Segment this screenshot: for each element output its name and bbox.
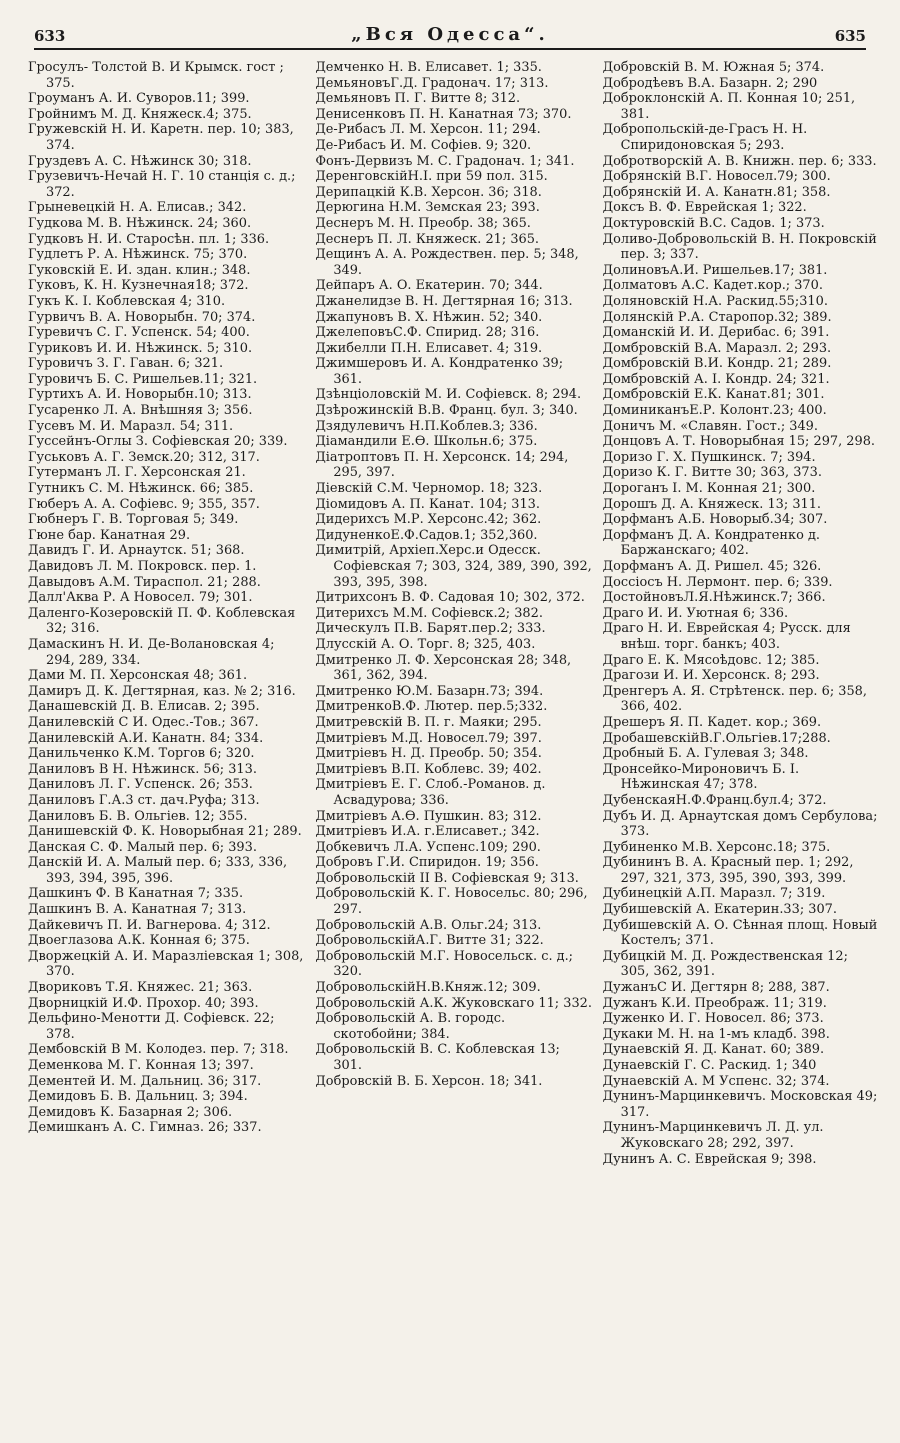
directory-entry: ДобровольскійА.Г. Витте 31; 322. — [315, 933, 544, 949]
directory-entry: Добровольскій М.Г. Новосельск. с. д.; 320. — [315, 948, 574, 980]
directory-entry: Дороганъ I. М. Конная 21; 300. — [602, 481, 816, 497]
directory-entry: Дейпаръ А. О. Екатерин. 70; 344. — [315, 278, 543, 294]
directory-entry: Дунинъ-Марцинкевичъ Л. Д. ул. Жуковскаго 28; 292, 397. — [602, 1120, 824, 1151]
directory-entry: Денисенковъ П. Н. Канатная 73; 370. — [315, 106, 572, 122]
directory-entry: Гуровичъ З. Г. Гаван. 6; 321. — [28, 356, 224, 372]
directory-entry: ДужанъС И. Дегтярн 8; 288, 387. — [602, 980, 830, 996]
left-page-number: 633 — [34, 27, 66, 45]
directory-entry: Добкевичъ Л.А. Успенс.109; 290. — [315, 839, 541, 855]
directory-entry: Давидовъ Л. М. Покровск. пер. 1. — [28, 559, 257, 574]
directory-entry: ДробашевскійВ.Г.Ольгіев.17;288. — [602, 730, 831, 746]
directory-entry: Донцовъ А. Т. Новорыбная 15; 297, 298. — [602, 434, 875, 450]
directory-entry: Гуковъ, К. Н. Кузнечная18; 372. — [28, 278, 249, 294]
directory-entry: Доризо Г. Х. Пушкинск. 7; 394. — [602, 449, 816, 465]
directory-entry: Дунаевскій А. М Успенс. 32; 374. — [602, 1073, 830, 1089]
directory-entry: Добровольскій В. С. Коблевская 13; 301. — [315, 1042, 560, 1073]
column-2 — [315, 60, 592, 1423]
directory-entry: Дорошъ Д. А. Княжеск. 13; 311. — [602, 496, 822, 512]
directory-entry: Демченко Н. В. Елисавет. 1; 335. — [315, 60, 542, 75]
directory-entry: Доманскій И. И. Дерибас. 6; 391. — [602, 325, 830, 341]
directory-entry: Дитерихсъ М.М. Софіевск.2; 382. — [315, 605, 543, 621]
directory-entry: Грыневецкій Н. А. Елисав.; 342. — [28, 200, 247, 216]
directory-entry: Гружевскій Н. И. Каретн. пер. 10; 383, 374. — [28, 122, 294, 153]
directory-entry: Добродѣевъ В.А. Базарн. 2; 290 — [602, 75, 818, 91]
directory-entry: Добровольскій А. В. городс. скотобойни; 384. — [315, 1011, 506, 1042]
directory-entry: Дворжецкій А. И. Маразліевская 1; 308, 370. — [28, 948, 304, 980]
directory-entry: Добровольскій II В. Софіевская 9; 313. — [315, 870, 579, 886]
directory-entry: ДолиновъА.И. Ришельев.17; 381. — [602, 262, 828, 278]
directory-entry: Добротворскій А. В. Книжн. пер. 6; 333. — [602, 153, 877, 169]
page-header — [34, 14, 866, 50]
directory-entry: Джапуновъ В. Х. Нѣжин. 52; 340. — [315, 309, 543, 325]
directory-entry: Дужанъ К.И. Преображ. 11; 319. — [602, 995, 827, 1011]
directory-entry: Дементей И. М. Дальниц. 36; 317. — [28, 1073, 262, 1089]
directory-entry: Дорфманъ А. Д. Ришел. 45; 326. — [602, 559, 822, 574]
directory-entry: Домбровскій Е.К. Канат.81; 301. — [602, 387, 825, 403]
directory-entry: Дубишевскій А. О. Сѣнная площ. Новый Костелъ; 371. — [602, 917, 878, 949]
directory-entry: Доляновскій Н.А. Раскид.55;310. — [602, 293, 828, 309]
directory-entry: ДжелеповъС.Ф. Спирид. 28; 316. — [315, 325, 540, 341]
directory-entry: Драго Н. И. Еврейская 4; Русск. для внѣш. торг. банкъ; 403. — [602, 621, 851, 652]
directory-entry: Гюбнеръ Г. В. Торговая 5; 349. — [28, 512, 239, 528]
directory-entry: Дзѣнціоловскій М. И. Софіевск. 8; 294. — [315, 387, 582, 403]
directory-entry: Дубининъ В. А. Красный пер. 1; 292, 297, 321, 373, 395, 390, 393, 399. — [602, 855, 854, 886]
directory-entry: Добровскій В. Б. Херсон. 18; 341. — [315, 1073, 543, 1089]
directory-entry: Дашкинъ Ф. В Канатная 7; 335. — [28, 886, 244, 902]
column-3 — [603, 60, 880, 1423]
directory-entry: Добровъ Г.И. Спиридон. 19; 356. — [315, 855, 539, 871]
directory-entry: Дубишевскій А. Екатерин.33; 307. — [602, 902, 837, 918]
directory-entry: ДмитренкоВ.Ф. Лютер. пер.5;332. — [315, 699, 548, 715]
directory-entry: Демишканъ А. С. Гимназ. 26; 337. — [28, 1120, 262, 1136]
directory-entry: Дворницкій И.Ф. Прохор. 40; 393. — [28, 995, 259, 1011]
directory-entry: Деснеръ М. Н. Преобр. 38; 365. — [315, 215, 531, 231]
directory-entry: ДобровольскійН.В.Княж.12; 309. — [315, 980, 541, 996]
directory-entry: Гройнимъ М. Д. Княжеск.4; 375. — [28, 106, 252, 122]
directory-entry: Дунинъ-Марцинкевичъ. Московская 49; 317. — [602, 1089, 878, 1120]
directory-entry: Длусскій А. О. Торг. 8; 325, 403. — [315, 636, 536, 652]
directory-entry: Дельфино-Менотти Д. Софіевск. 22; 378. — [28, 1011, 275, 1042]
directory-entry: Даниловъ В Н. Нѣжинск. 56; 313. — [28, 761, 257, 777]
directory-entry: Діамандили Е.Ѳ. Школьн.6; 375. — [315, 434, 538, 450]
directory-entry: Дмитріевъ В.П. Коблевс. 39; 402. — [315, 761, 542, 777]
directory-entry: Давидъ Г. И. Арнаутск. 51; 368. — [28, 543, 245, 559]
directory-entry: Домбровскій А. I. Кондр. 24; 321. — [602, 371, 830, 387]
directory-entry: Дрешеръ Я. П. Кадет. кор.; 369. — [602, 714, 822, 730]
directory-entry: Гуковскій Е. И. здан. клин.; 348. — [28, 262, 251, 278]
directory-entry: ДубенскаяН.Ф.Франц.бул.4; 372. — [602, 792, 827, 808]
directory-entry: Данильченко К.М. Торгов 6; 320. — [28, 746, 255, 762]
directory-entry: Гросулъ- Толстой В. И Крымск. гост ; 375. — [28, 60, 284, 91]
directory-entry: Данашевскій Д. В. Елисав. 2; 395. — [28, 699, 260, 715]
directory-entry: Гуссейнъ-Оглы З. Софіевская 20; 339. — [28, 434, 288, 450]
directory-entry: Фонъ-Дервизъ М. С. Градонач. 1; 341. — [315, 153, 575, 169]
directory-entry: Гроуманъ А. И. Суворов.11; 399. — [28, 91, 250, 107]
directory-entry: Добровскій В. М. Южная 5; 374. — [602, 60, 825, 75]
directory-entry: Драго Е. К. Мясоѣдовс. 12; 385. — [602, 652, 820, 668]
directory-entry: Дробный Б. А. Гулевая 3; 348. — [602, 746, 809, 762]
directory-entry: Дембовскій В М. Колодез. пер. 7; 318. — [28, 1042, 289, 1058]
directory-entry: Гудкова М. В. Нѣжинск. 24; 360. — [28, 215, 252, 231]
directory-entry: Дическулъ П.В. Барят.пер.2; 333. — [315, 621, 546, 637]
directory-entry: Данилевскій А.И. Канатн. 84; 334. — [28, 730, 264, 746]
directory-entry: Груздевъ А. С. Нѣжинск 30; 318. — [28, 153, 252, 169]
directory-entry: Дашкинъ В. А. Канатная 7; 313. — [28, 902, 247, 918]
directory-entry: Демидовъ К. Базарная 2; 306. — [28, 1104, 233, 1120]
directory-entry: Домбровскій В.И. Кондр. 21; 289. — [602, 356, 832, 372]
directory-entry: Долматовъ А.С. Кадет.кор.; 370. — [602, 278, 823, 294]
directory-entry: Гуртихъ А. И. Новорыбн.10; 313. — [28, 387, 252, 403]
directory-entry: Доктуровскій В.С. Садов. 1; 373. — [602, 215, 825, 231]
directory-entry: Діатроптовъ П. Н. Херсонск. 14; 294, 295, 397. — [315, 449, 569, 481]
directory-entry: Доксъ В. Ф. Еврейская 1; 322. — [602, 200, 807, 216]
directory-entry: Двоеглазова А.К. Конная 6; 375. — [28, 933, 250, 949]
directory-entry: Джибелли П.Н. Елисавет. 4; 319. — [315, 340, 543, 356]
directory-entry: Дунаевскій Г. С. Раскид. 1; 340 — [602, 1058, 817, 1073]
directory-entry: Гудковъ Н. И. Старосѣн. пл. 1; 336. — [28, 231, 270, 247]
directory-entry: ДемьяновъГ.Д. Градонач. 17; 313. — [315, 75, 549, 91]
directory-entry: Дайкевичъ П. И. Вагнерова. 4; 312. — [28, 917, 271, 933]
directory-entry: Долянскій Р.А. Старопор.32; 389. — [602, 309, 832, 325]
directory-entry: Даниловъ Г.А.3 ст. дач.Руфа; 313. — [28, 792, 260, 808]
directory-entry: Де-Рибасъ И. М. Софіев. 9; 320. — [315, 137, 532, 153]
directory-entry: Гудлетъ Р. А. Нѣжинск. 75; 370. — [28, 247, 248, 263]
directory-entry: Гуревичъ С. Г. Успенск. 54; 400. — [28, 325, 250, 341]
directory-entry: Гуриковъ И. И. Нѣжинск. 5; 310. — [28, 340, 253, 356]
directory-entry: Гюне бар. Канатная 29. — [28, 527, 191, 543]
directory-entry: Дерюгина Н.М. Земская 23; 393. — [315, 200, 540, 216]
directory-entry: Гутникъ С. М. Нѣжинск. 66; 385. — [28, 481, 254, 497]
column-1 — [28, 60, 305, 1423]
directory-entry: Гусевъ М. И. Маразл. 54; 311. — [28, 418, 234, 434]
directory-entry: Доничъ М. «Славян. Гост.; 349. — [602, 418, 818, 434]
directory-entry: Демидовъ Б. В. Дальниц. 3; 394. — [28, 1089, 248, 1105]
directory-entry: Джимшеровъ И. А. Кондратенко 39; 361. — [315, 356, 564, 387]
directory-entry: Даниловъ Л. Г. Успенск. 26; 353. — [28, 777, 253, 793]
directory-entry: Гуськовъ А. Г. Земск.20; 312, 317. — [28, 449, 260, 465]
directory-entry: Дуженко И. Г. Новосел. 86; 373. — [602, 1011, 824, 1027]
directory-entry: Діевскій С.М. Черномор. 18; 323. — [315, 481, 543, 497]
directory-entry: Дукаки М. Н. на 1-мъ кладб. 398. — [602, 1026, 830, 1042]
directory-entry: ДостойновъЛ.Я.Нѣжинск.7; 366. — [602, 590, 826, 606]
directory-entry: Дмитріевъ Е. Г. Слоб.-Романов. д. Асвадурова; 336. — [315, 777, 546, 808]
directory-entry: Данскій И. А. Малый пер. 6; 333, 336, 393, 394, 395, 396. — [28, 855, 288, 886]
directory-entry: Дмитревскій В. П. г. Маяки; 295. — [315, 714, 542, 730]
directory-entry: Дунаевскій Я. Д. Канат. 60; 389. — [602, 1042, 825, 1058]
directory-entry: Дорфманъ Д. А. Кондратенко д. Баржанскаго; 402. — [602, 527, 820, 559]
directory-entry: Даниловъ Б. В. Ольгіев. 12; 355. — [28, 808, 248, 824]
directory-entry: Драгози И. И. Херсонск. 8; 293. — [602, 668, 820, 684]
directory-entry: Далл'Аква Р. А Новосел. 79; 301. — [28, 590, 253, 606]
directory-entry: Демьяновъ П. Г. Витте 8; 312. — [315, 91, 521, 107]
directory-entry: Дерипацкій К.В. Херсон. 36; 318. — [315, 184, 542, 200]
directory-entry: Доброклонскій А. П. Конная 10; 251, 381. — [602, 91, 856, 122]
directory-entry: Дмитріевъ М.Д. Новосел.79; 397. — [315, 730, 542, 746]
directory-entry: Дубинецкій А.П. Маразл. 7; 319. — [602, 886, 826, 902]
directory-entry: Деснеръ П. Л. Княжеск. 21; 365. — [315, 231, 540, 247]
directory-entry: Дамиръ Д. К. Дегтярная, каз. № 2; 316. — [28, 683, 296, 699]
running-title: „Вся Одесса“. — [351, 24, 549, 45]
right-page-number: 635 — [834, 27, 866, 45]
directory-entry: Данишевскій Ф. К. Новорыбная 21; 289. — [28, 824, 302, 840]
directory-entry: Добрянскій И. А. Канатн.81; 358. — [602, 184, 831, 200]
directory-entry: Дмитренко Л. Ф. Херсонская 28; 348, 361, 362, 394. — [315, 652, 572, 684]
directory-entry: Дмитріевъ Н. Д. Преобр. 50; 354. — [315, 746, 542, 762]
directory-entry: Добропольскій-де-Грасъ Н. Н. Спиридоновская 5; 293. — [602, 122, 808, 153]
directory-entry: Гусаренко Л. А. Внѣшняя 3; 356. — [28, 403, 253, 419]
directory-entry: Дидерихсъ М.Р. Херсонс.42; 362. — [315, 512, 542, 528]
directory-entry: Дитрихсонъ В. Ф. Садовая 10; 302, 372. — [315, 590, 585, 606]
directory-entry: Грузевичъ-Нечай Н. Г. 10 станція с. д.; 372. — [28, 169, 296, 200]
directory-entry: Деменкова М. Г. Конная 13; 397. — [28, 1058, 254, 1073]
directory-entry: Дорфманъ А.Б. Новорыб.34; 307. — [602, 512, 828, 528]
directory-entry: Дренгеръ А. Я. Стрѣтенск. пер. 6; 358, 366, 402. — [602, 683, 867, 715]
directory-entry: Гукъ К. I. Коблевская 4; 310. — [28, 293, 226, 309]
directory-entry: Данская С. Ф. Малый пер. 6; 393. — [28, 839, 257, 855]
directory-entry: Дубъ И. Д. Арнаутская домъ Сербулова; 373. — [602, 808, 878, 840]
directory-entry: Даленго-Козеровскій П. Ф. Коблевская 32; 316. — [28, 605, 296, 637]
directory-entry: Дубицкій М. Д. Рождественская 12; 305, 362, 391. — [602, 948, 848, 980]
directory-entry: Димитрій, Архіеп.Херс.и Одесск. Софіевская 7; 303, 324, 389, 390, 392, 393, 395, 398. — [315, 543, 592, 590]
directory-entry: Доризо К. Г. Витте 30; 363, 373. — [602, 465, 822, 481]
directory-entry: Діомидовъ А. П. Канат. 104; 313. — [315, 496, 540, 512]
directory-entry: Домбровскій В.А. Маразл. 2; 293. — [602, 340, 832, 356]
entry-columns — [28, 60, 880, 1423]
directory-entry: Дмитріевъ И.А. г.Елисавет.; 342. — [315, 824, 540, 840]
directory-entry: Двориковъ Т.Я. Княжес. 21; 363. — [28, 980, 253, 996]
directory-entry: ДидуненкоЕ.Ф.Садов.1; 352,360. — [315, 527, 538, 543]
directory-entry: Добровольскій А.К. Жуковскаго 11; 332. — [315, 995, 592, 1011]
directory-entry: Давыдовъ А.М. Тираспол. 21; 288. — [28, 574, 261, 590]
directory-entry: Гурвичъ В. А. Новорыбн. 70; 374. — [28, 309, 256, 325]
directory-entry: Дронсейко-Мироновичъ Б. I. Нѣжинская 47; 378. — [602, 761, 800, 793]
directory-entry: Доссіосъ Н. Лермонт. пер. 6; 339. — [602, 574, 833, 590]
directory-entry: Дубиненко М.В. Херсонс.18; 375. — [602, 839, 831, 855]
directory-entry: Дмитріевъ А.Ѳ. Пушкин. 83; 312. — [315, 808, 542, 824]
directory-entry: Гутерманъ Л. Г. Херсонская 21. — [28, 465, 246, 481]
directory-entry: Добровольскій К. Г. Новосельс. 80; 296, 297. — [315, 886, 588, 918]
directory-entry: Дами М. П. Херсонская 48; 361. — [28, 668, 248, 684]
directory-entry: ДоминиканъЕ.Р. Колонт.23; 400. — [602, 403, 827, 419]
directory-entry: ДеренговскійН.I. при 59 пол. 315. — [315, 169, 548, 185]
directory-entry: Гюберъ А. А. Софіевс. 9; 355, 357. — [28, 496, 260, 512]
directory-entry: Дамаскинъ Н. И. Де-Волановская 4; 294, 289, 334. — [28, 636, 275, 668]
directory-entry: Дзѣрожинскій В.В. Франц. бул. 3; 340. — [315, 403, 578, 419]
directory-entry: Де-Рибасъ Л. М. Херсон. 11; 294. — [315, 122, 541, 138]
directory-entry: Дмитренко Ю.М. Базарн.73; 394. — [315, 683, 544, 699]
directory-entry: Добровольскій А.В. Ольг.24; 313. — [315, 917, 542, 933]
directory-entry: Драго И. И. Уютная 6; 336. — [602, 605, 789, 621]
directory-entry: Дещинъ А. А. Рождествен. пер. 5; 348, 349. — [315, 247, 579, 278]
directory-entry: Гуровичъ Б. С. Ришельев.11; 321. — [28, 371, 258, 387]
directory-entry: Дунинъ А. С. Еврейская 9; 398. — [602, 1151, 817, 1167]
directory-entry: Доливо-Добровольскій В. Н. Покровскій пер. 3; 337. — [602, 231, 877, 263]
directory-entry: Джанелидзе В. Н. Дегтярная 16; 313. — [315, 293, 573, 309]
directory-entry: Добрянскій В.Г. Новосел.79; 300. — [602, 169, 831, 185]
directory-entry: Дзядулевичъ Н.П.Коблев.3; 336. — [315, 418, 538, 434]
directory-entry: Данилевскій С И. Одес.-Тов.; 367. — [28, 714, 259, 730]
